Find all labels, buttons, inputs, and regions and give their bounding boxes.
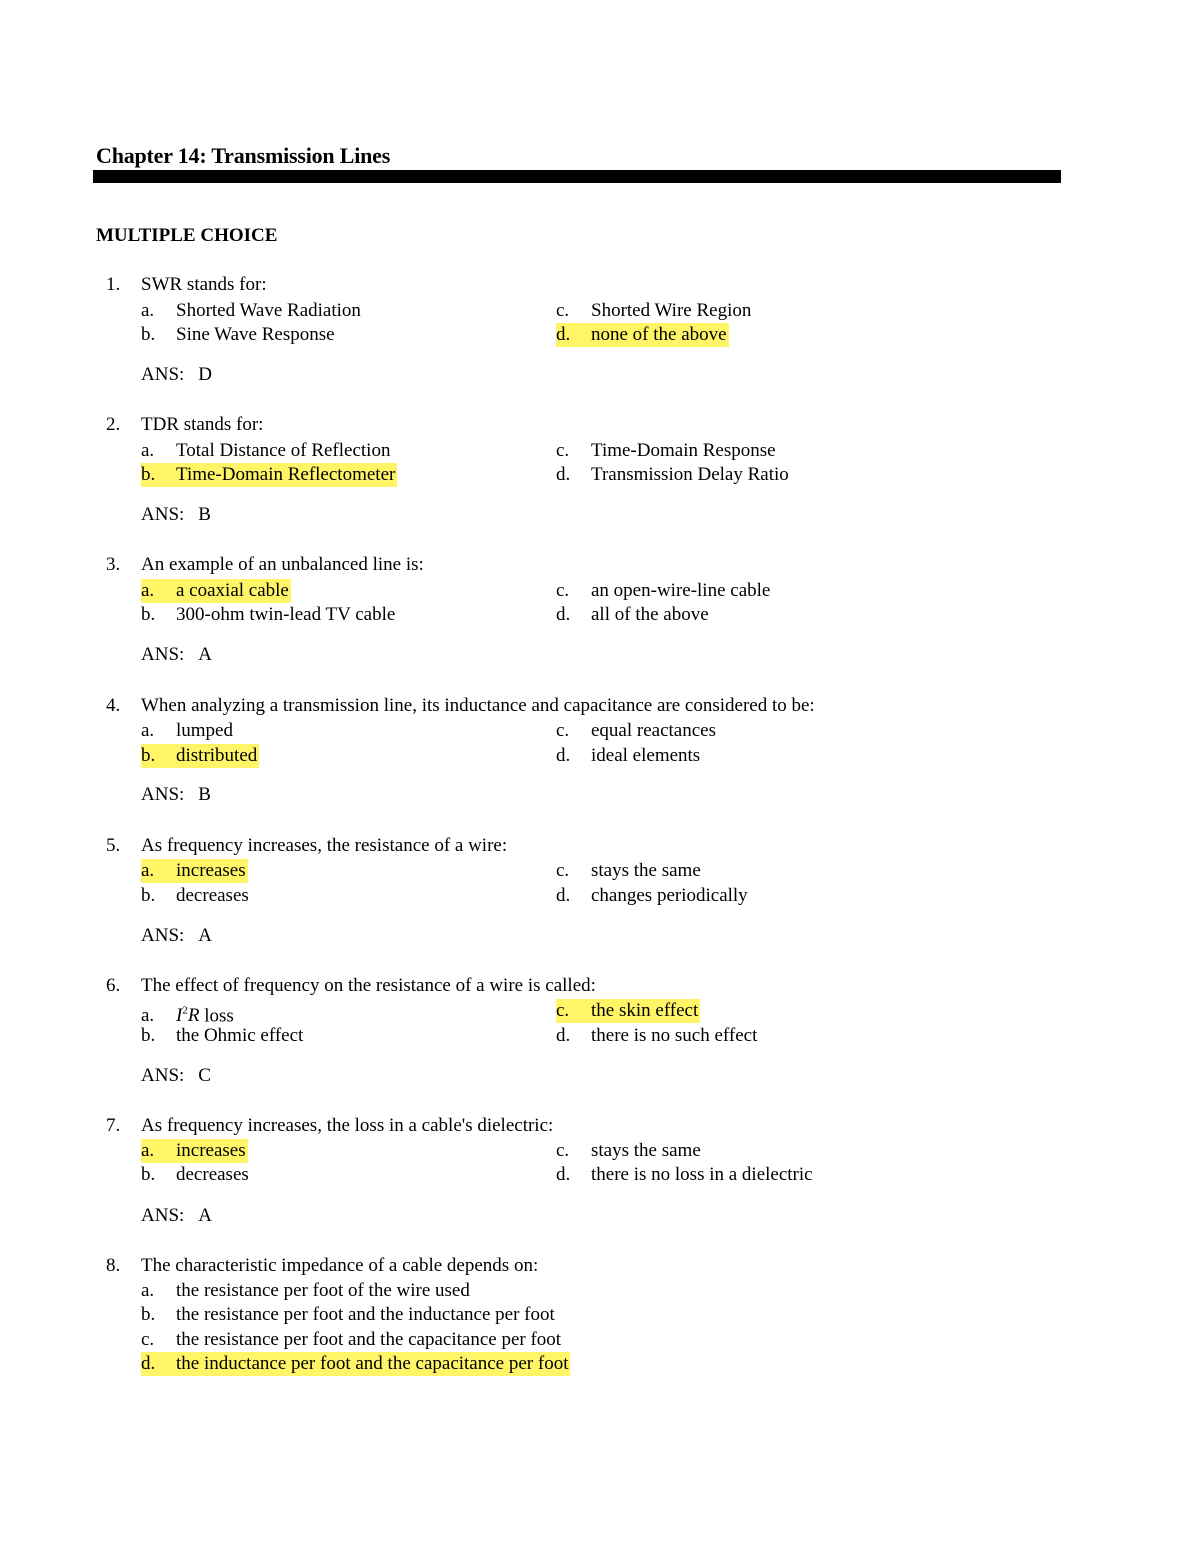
question-number: 3. bbox=[106, 554, 121, 575]
option-b-correct: b. Time-Domain Reflectometer bbox=[141, 464, 396, 485]
option-a: a. the resistance per foot of the wire used bbox=[141, 1280, 470, 1301]
question-text: When analyzing a transmission line, its inductance and capacitance are considered to be: bbox=[141, 695, 815, 716]
question-number: 8. bbox=[106, 1255, 121, 1276]
option-c-correct: c. the skin effect bbox=[556, 1000, 699, 1021]
option-a-correct: a. a coaxial cable bbox=[141, 580, 289, 601]
option-b: b. decreases bbox=[141, 1164, 249, 1185]
option-d: d. changes periodically bbox=[556, 885, 748, 906]
option-c: c. an open-wire-line cable bbox=[556, 580, 771, 601]
option-c: c. equal reactances bbox=[556, 720, 716, 741]
question-text: SWR stands for: bbox=[141, 274, 267, 295]
question-number: 7. bbox=[106, 1115, 121, 1136]
i-squared-r-formula: $I^2R$ bbox=[176, 1005, 200, 1027]
option-d: d. ideal elements bbox=[556, 745, 701, 766]
option-d: d. there is no loss in a dielectric bbox=[556, 1164, 813, 1185]
option-c: c. stays the same bbox=[556, 1140, 701, 1161]
option-d: d. Transmission Delay Ratio bbox=[556, 464, 789, 485]
answer-line: ANS: B bbox=[141, 784, 211, 805]
answer-line: ANS: A bbox=[141, 925, 213, 946]
option-d: d. there is no such effect bbox=[556, 1025, 758, 1046]
option-d-correct: d. none of the above bbox=[556, 324, 727, 345]
option-b-correct: b. distributed bbox=[141, 745, 258, 766]
option-c: c. the resistance per foot and the capacitance per foot bbox=[141, 1329, 562, 1350]
option-b: b. Sine Wave Response bbox=[141, 324, 335, 345]
option-d-correct: d. the inductance per foot and the capacitance per foot bbox=[141, 1353, 569, 1374]
question-text: An example of an unbalanced line is: bbox=[141, 554, 424, 575]
section-heading: MULTIPLE CHOICE bbox=[96, 225, 278, 246]
answer-line: ANS: A bbox=[141, 1205, 213, 1226]
page-title: Chapter 14: Transmission Lines bbox=[96, 143, 391, 168]
option-a: a. $I^2R$ loss bbox=[141, 1005, 234, 1027]
option-c: c. Shorted Wire Region bbox=[556, 300, 752, 321]
option-b: b. the resistance per foot and the inductance per foot bbox=[141, 1304, 555, 1325]
question-number: 2. bbox=[106, 414, 121, 435]
answer-line: ANS: A bbox=[141, 644, 213, 665]
option-b: b. decreases bbox=[141, 885, 249, 906]
question-text: As frequency increases, the resistance of a wire: bbox=[141, 835, 508, 856]
question-number: 1. bbox=[106, 274, 121, 295]
question-number: 4. bbox=[106, 695, 121, 716]
question-number: 5. bbox=[106, 835, 121, 856]
option-d: d. all of the above bbox=[556, 604, 709, 625]
option-a: a. Total Distance of Reflection bbox=[141, 440, 391, 461]
answer-line: ANS: C bbox=[141, 1065, 211, 1086]
answer-line: ANS: B bbox=[141, 504, 211, 525]
question-text: The effect of frequency on the resistance of a wire is called: bbox=[141, 975, 596, 996]
option-b: b. 300-ohm twin-lead TV cable bbox=[141, 604, 396, 625]
question-number: 6. bbox=[106, 975, 121, 996]
question-text: As frequency increases, the loss in a cable's dielectric: bbox=[141, 1115, 554, 1136]
answer-line: ANS: D bbox=[141, 364, 213, 385]
question-text: The characteristic impedance of a cable depends on: bbox=[141, 1255, 539, 1276]
option-a-correct: a. increases bbox=[141, 1140, 246, 1161]
option-c: c. Time-Domain Response bbox=[556, 440, 776, 461]
option-a-correct: a. increases bbox=[141, 860, 246, 881]
option-b: b. the Ohmic effect bbox=[141, 1025, 304, 1046]
title-rule bbox=[93, 170, 1061, 183]
option-a: a. Shorted Wave Radiation bbox=[141, 300, 361, 321]
option-c: c. stays the same bbox=[556, 860, 701, 881]
option-a: a. lumped bbox=[141, 720, 233, 741]
question-text: TDR stands for: bbox=[141, 414, 264, 435]
